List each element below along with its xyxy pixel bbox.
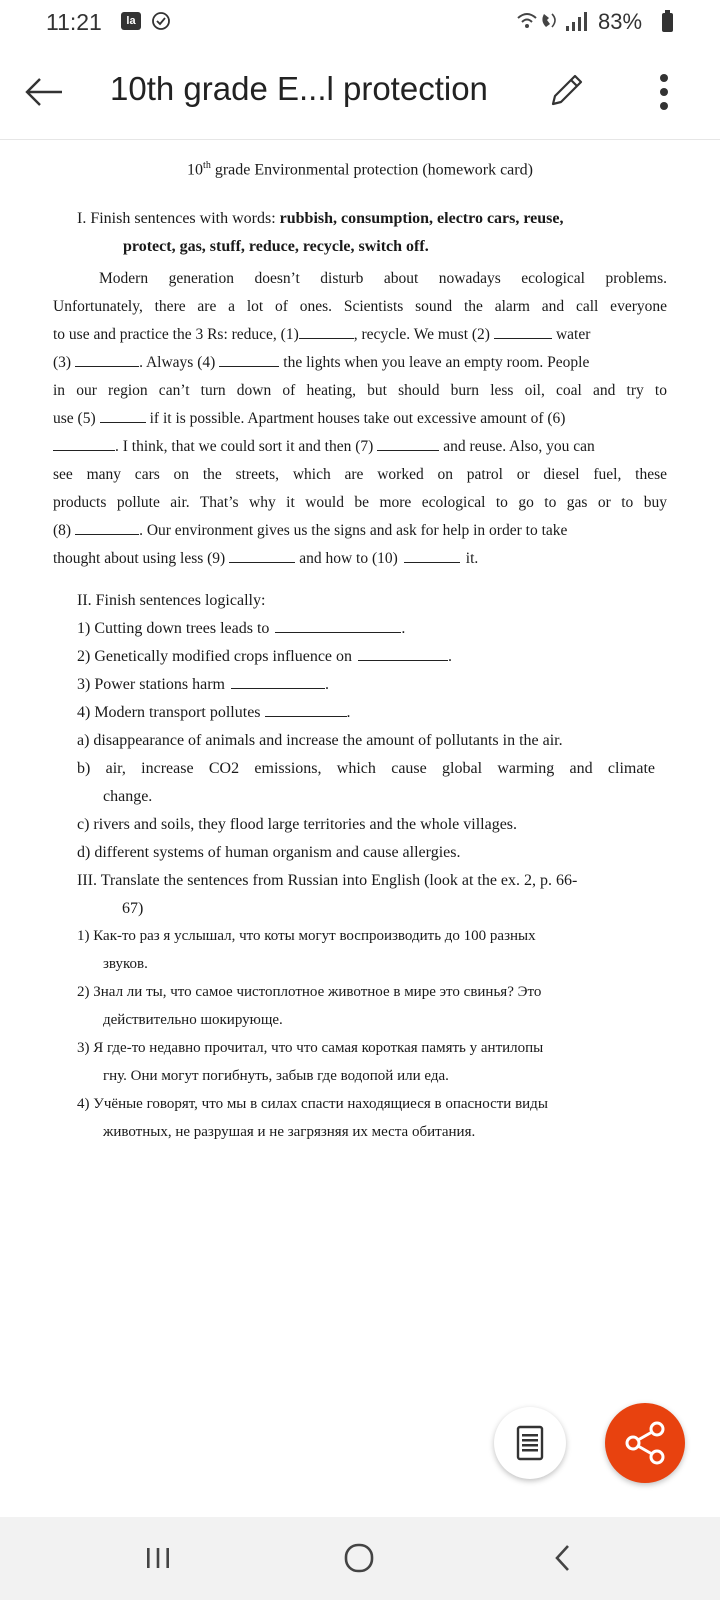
share-button[interactable] bbox=[605, 1403, 685, 1483]
app-bar bbox=[0, 44, 720, 140]
la-notification-icon: la bbox=[121, 12, 141, 30]
translate-item: 4) Учёные говорят, что мы в силах спасти находящиеся в опасности виды bbox=[77, 1096, 548, 1112]
answer-option: c) rivers and soils, they flood large territories and the whole villages. bbox=[77, 816, 518, 833]
list-item: 2) Genetically modified crops influence on . bbox=[77, 648, 453, 665]
check-shield-icon bbox=[151, 11, 171, 31]
more-options-icon[interactable] bbox=[650, 70, 680, 114]
pencil-edit-icon[interactable] bbox=[545, 70, 587, 112]
answer-option: b) air, increase CO2 emissions, which cause global warming and climate bbox=[77, 760, 655, 777]
translate-item-continued: звуков. bbox=[103, 956, 148, 972]
paragraph-line: (8) . Our environment gives us the signs and ask for help in order to take bbox=[53, 522, 568, 539]
paragraph-line: . I think, that we could sort it and then (7) and reuse. Also, you can bbox=[53, 438, 667, 456]
document-title: 10th grade E...l protection bbox=[110, 70, 488, 107]
list-item: 3) Power stations harm . bbox=[77, 676, 329, 693]
document-page[interactable] bbox=[0, 140, 720, 1485]
section-1-heading: I. Finish sentences with words: rubbish, consumption, electro cars, reuse, protect, gas, stuff, reduce, recycle, switch off. bbox=[77, 210, 564, 255]
battery-icon bbox=[662, 13, 673, 32]
battery-percent: 83% bbox=[598, 9, 643, 34]
paragraph-line: use (5) if it is possible. Apartment houses take out excessive amount of (6) bbox=[53, 410, 566, 427]
paragraph-line: (3) . Always (4) the lights when you leave an empty room. People bbox=[53, 354, 590, 371]
share-icon bbox=[605, 1403, 685, 1483]
back-arrow-icon[interactable] bbox=[22, 72, 66, 112]
section-3-heading: III. Translate the sentences from Russian into English (look at the ex. 2, p. 66- bbox=[77, 872, 578, 889]
translate-item-continued: животных, не разрушая и не загрязняя их места обитания. bbox=[103, 1124, 476, 1140]
system-navigation-bar bbox=[0, 1517, 720, 1600]
recent-apps-icon[interactable] bbox=[140, 1541, 176, 1575]
paragraph-line: thought about using less (9) and how to (10) it. bbox=[53, 550, 479, 567]
back-chevron-icon[interactable] bbox=[548, 1540, 578, 1576]
list-item: 1) Cutting down trees leads to . bbox=[77, 620, 406, 637]
translate-item: 1) Как-то раз я услышал, что коты могут воспроизводить до 100 разных bbox=[77, 928, 536, 944]
answer-option: a) disappearance of animals and increase the amount of pollutants in the air. bbox=[77, 732, 563, 749]
network-signal-icon bbox=[516, 10, 594, 32]
paragraph-line: to use and practice the 3 Rs: reduce, (1) , recycle. We must (2) water bbox=[53, 326, 591, 343]
answer-option: d) different systems of human organism and cause allergies. bbox=[77, 844, 461, 861]
answer-option-continued: change. bbox=[103, 788, 153, 805]
paragraph-line: in our region can’t turn down of heating, but should burn less oil, coal and try to bbox=[53, 382, 667, 399]
home-icon[interactable] bbox=[340, 1539, 378, 1577]
doc-heading: 10th grade Environmental protection (homework card) bbox=[187, 160, 533, 179]
translate-item: 2) Знал ли ты, что самое чистоплотное животное в мире это свинья? Это bbox=[77, 984, 542, 1000]
translate-item-continued: действительно шокирующе. bbox=[103, 1012, 283, 1028]
translate-item-continued: гну. Они могут погибнуть, забыв где водопой или еда. bbox=[103, 1068, 449, 1084]
paragraph-line: see many cars on the streets, which are worked on patrol or diesel fuel, these bbox=[53, 466, 667, 483]
status-time: 11:21 bbox=[46, 9, 102, 35]
page-view-button[interactable] bbox=[494, 1407, 566, 1479]
paragraph-line: products pollute air. That’s why it would be more ecological to go to gas or to buy bbox=[53, 494, 667, 511]
list-item: 4) Modern transport pollutes . bbox=[77, 704, 351, 721]
document-page-icon bbox=[494, 1407, 566, 1479]
translate-item: 3) Я где-то недавно прочитал, что что самая короткая память у антилопы bbox=[77, 1040, 544, 1056]
status-bar bbox=[0, 0, 720, 44]
section-2-heading: II. Finish sentences logically: bbox=[77, 592, 266, 609]
paragraph-line: Unfortunately, there are a lot of ones. Scientists sound the alarm and call everyone bbox=[53, 298, 667, 315]
paragraph-line: Modern generation doesn’t disturb about nowadays ecological problems. bbox=[99, 270, 667, 287]
section-3-heading-continued: 67) bbox=[122, 900, 144, 917]
